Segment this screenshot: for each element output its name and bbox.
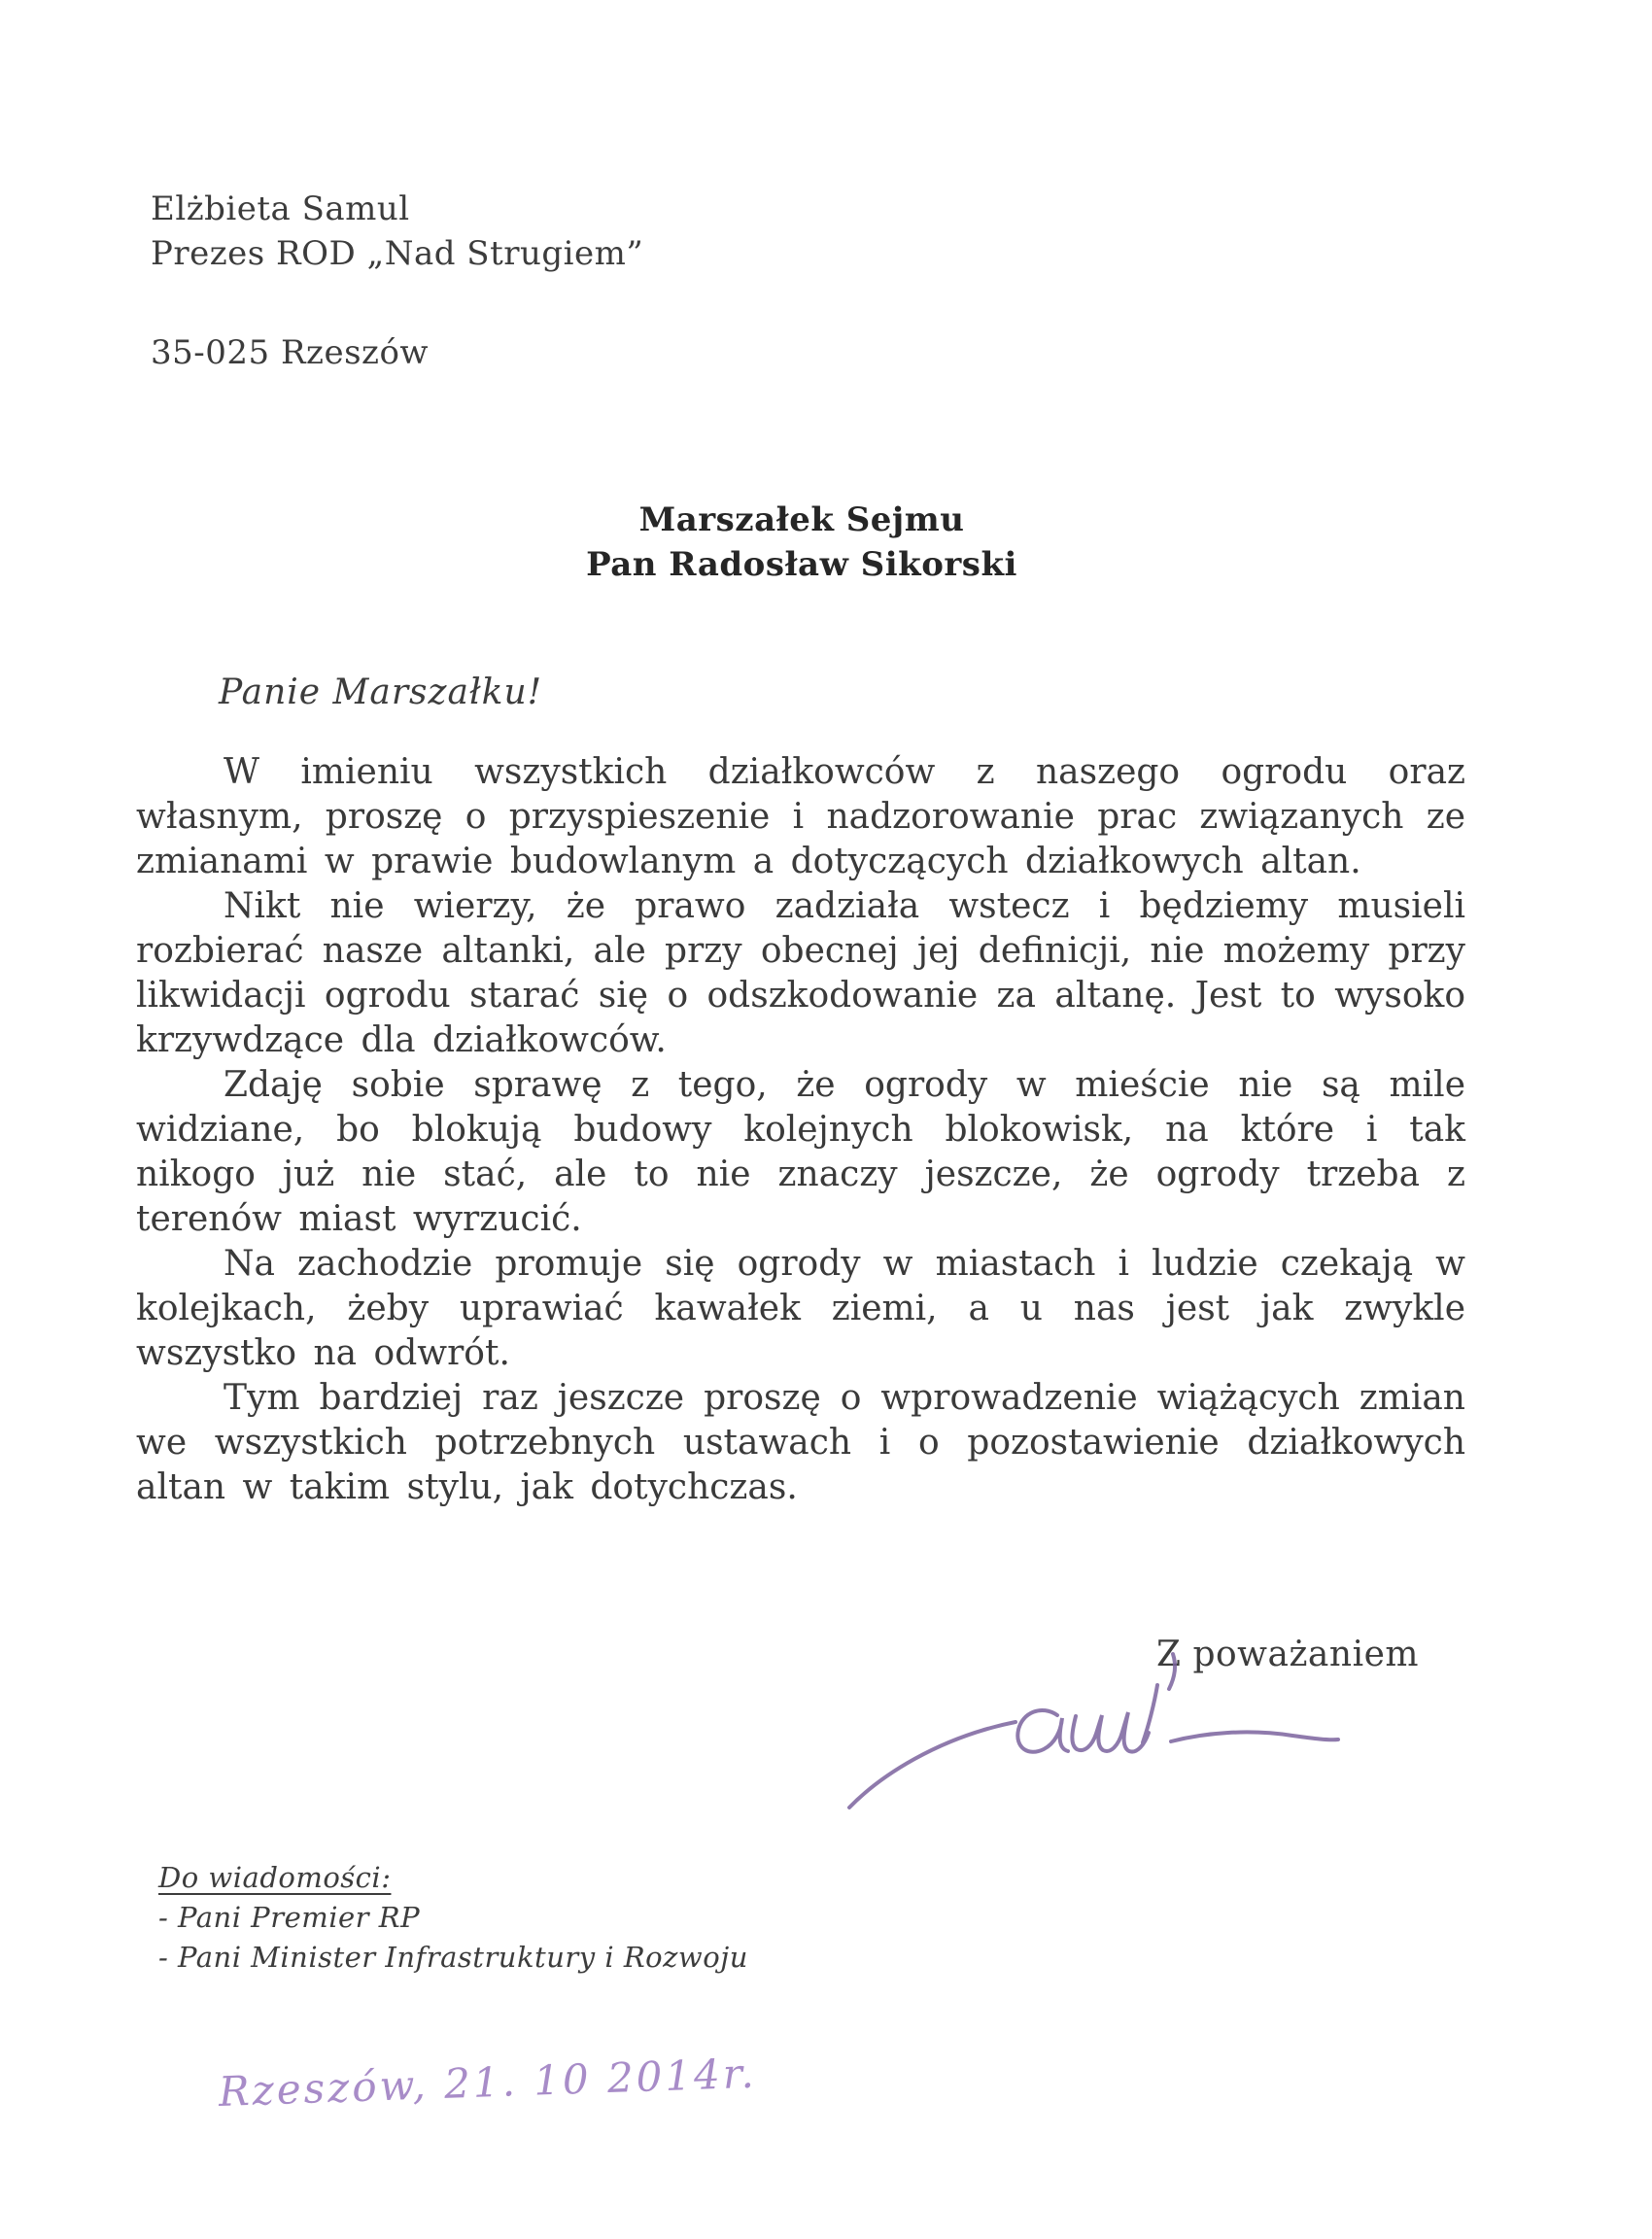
handwritten-date: Rzeszów, 21. 10 2014r. xyxy=(218,2049,758,2116)
salutation: Panie Marszałku! xyxy=(219,672,543,712)
addressee-role: Marszałek Sejmu xyxy=(638,500,965,539)
body-paragraph: Tym bardziej raz jeszcze proszę o wprowadzenie wiążących zmian we wszystkich potrzebnych ustawach i o pozostawienie działkowych altan w takim stylu, jak dotychczas. xyxy=(136,1378,1465,1507)
addressee-block xyxy=(0,498,1603,587)
cc-heading: Do wiadomości: xyxy=(158,1861,392,1894)
body-paragraph: Na zachodzie promuje się ogrody w miastach i ludzie czekają w kolejkach, żeby uprawiać kawałek ziemi, a u nas jest jak zwykle wszystko na odwrót. xyxy=(136,1244,1465,1373)
addressee-name: Pan Radosław Sikorski xyxy=(586,545,1017,584)
cc-block xyxy=(158,1858,748,1978)
closing-phrase: Z poważaniem xyxy=(1156,1635,1420,1674)
signature-ink xyxy=(836,1644,1370,1819)
sender-block xyxy=(151,187,643,375)
cc-item: - Pani Premier RP xyxy=(158,1901,421,1934)
signature-tick xyxy=(1169,1654,1175,1689)
body-paragraph: W imieniu wszystkich działkowców z naszego ogrodu oraz własnym, proszę o przyspieszenie i nadzorowanie prac związanych ze zmianami w prawie budowlanym a dotyczących działkowych altan. xyxy=(136,752,1465,881)
letter-body xyxy=(136,750,1465,1510)
sender-title: Prezes ROD „Nad Strugiem” xyxy=(151,234,644,273)
body-paragraph: Zdaję sobie sprawę z tego, że ogrody w mieście nie są mile widziane, bo blokują budowy kolejnych blokowisk, na które i tak nikogo już nie stać, ale to nie znaczy jeszcze, że ogrody trzeba z terenów miast wyrzucić. xyxy=(136,1065,1465,1239)
body-paragraph: Nikt nie wierzy, że prawo zadziała wstecz i będziemy musieli rozbierać nasze altanki, ale przy obecnej jej definicji, nie możemy przy likwidacji ogrodu starać się o odszkodowanie za altanę. Jest to wysoko krzywdzące dla działkowców. xyxy=(136,886,1465,1060)
sender-name: Elżbieta Samul xyxy=(151,189,410,228)
sender-city: 35-025 Rzeszów xyxy=(151,333,430,372)
cc-item: - Pani Minister Infrastruktury i Rozwoju xyxy=(158,1941,748,1974)
